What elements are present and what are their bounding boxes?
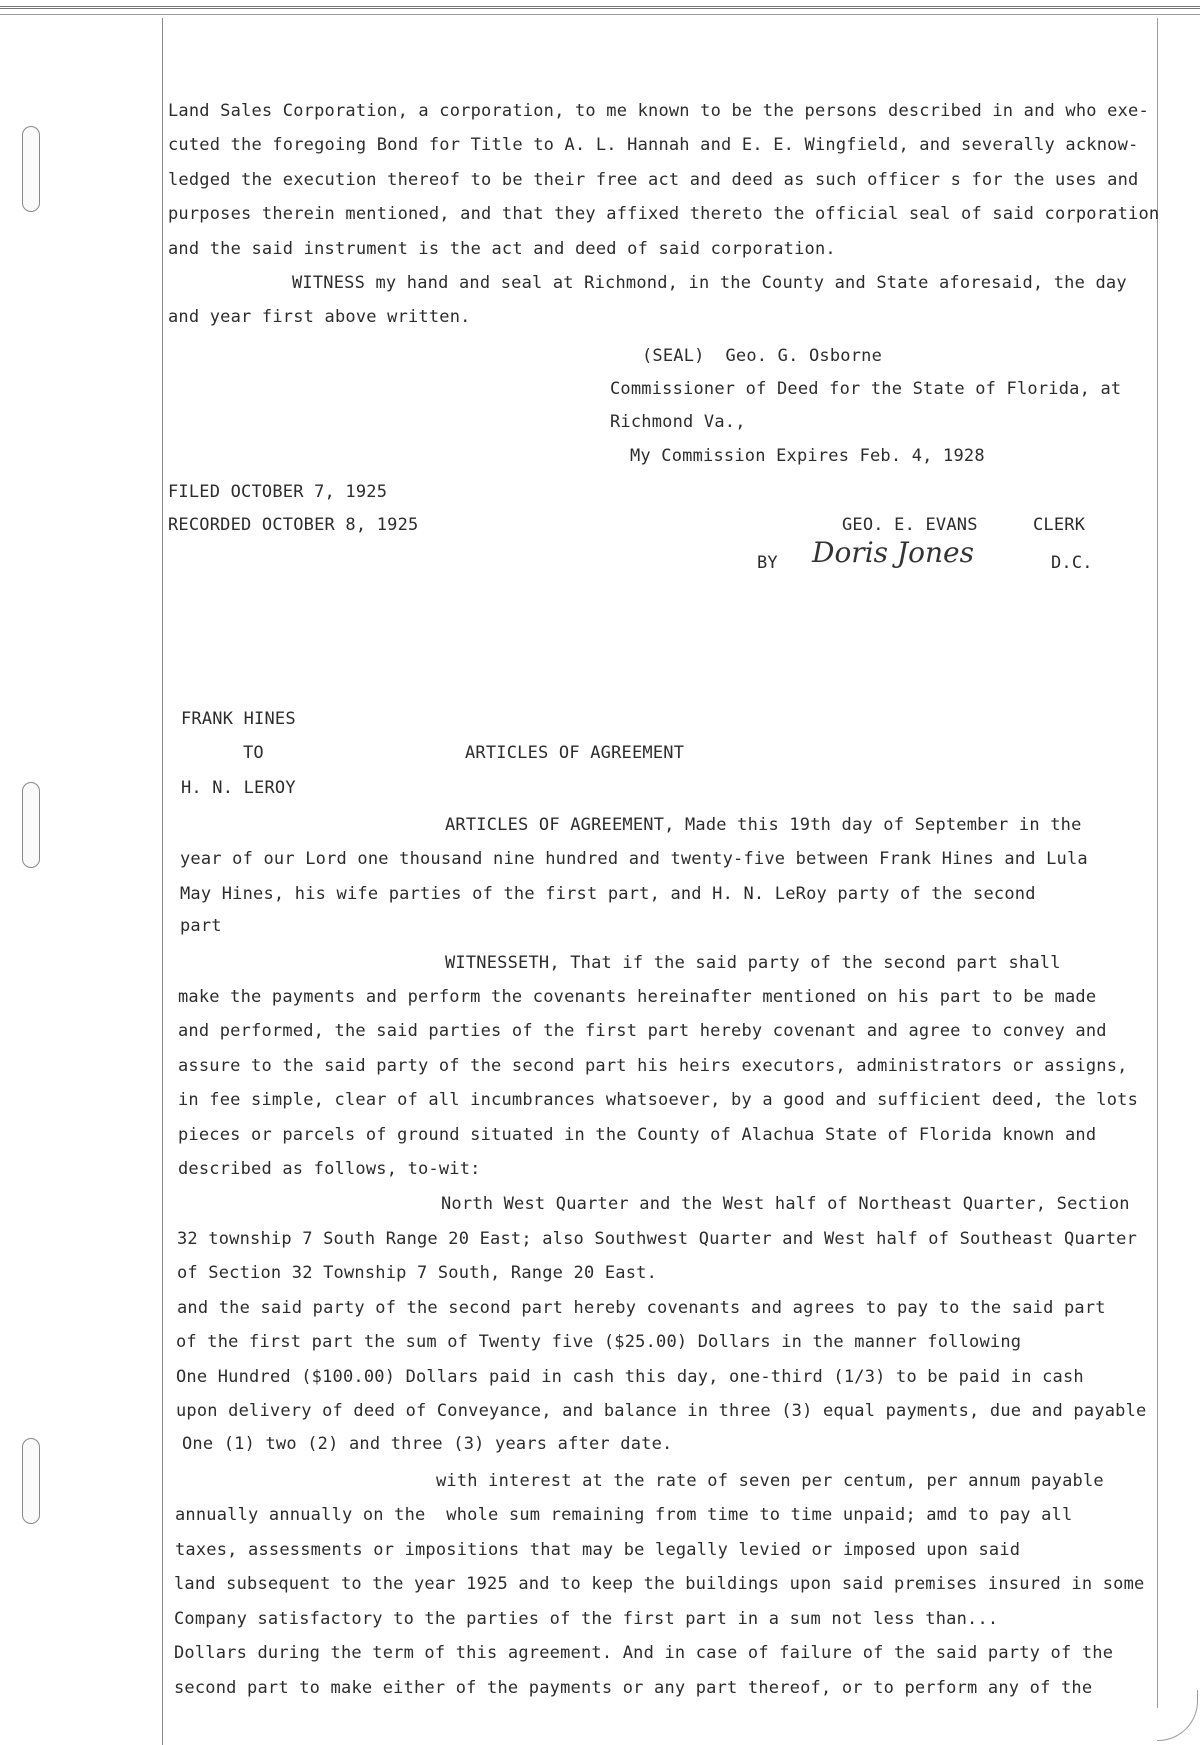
text-line: and the said party of the second part hereby covenants and agrees to pay to the said part <box>177 1298 1106 1318</box>
text-line: ledged the execution thereof to be their free act and deed as such officer s for the uses and <box>168 170 1139 190</box>
property-description: 32 township 7 South Range 20 East; also Southwest Quarter and West half of Southeast Quarter <box>177 1229 1138 1249</box>
document-heading: ARTICLES OF AGREEMENT <box>465 743 685 763</box>
text-line: upon delivery of deed of Conveyance, and balance in three (3) equal payments, due and payable <box>176 1401 1147 1421</box>
top-border-rule <box>0 6 1200 9</box>
text-line: and performed, the said parties of the first part hereby covenant and agree to convey and <box>178 1021 1107 1041</box>
party-second-name: H. N. LEROY <box>181 778 296 798</box>
filed-date: FILED OCTOBER 7, 1925 <box>168 482 388 502</box>
text-line: in fee simple, clear of all incumbrances whatsoever, by a good and sufficient deed, the lots <box>178 1090 1139 1110</box>
text-line: described as follows, to-wit: <box>178 1159 481 1179</box>
text-line: Land Sales Corporation, a corporation, to me known to be the persons described in and who exe- <box>168 101 1149 121</box>
binder-hole-icon <box>22 1438 40 1524</box>
commissioner-title: Commissioner of Deed for the State of Florida, at <box>610 379 1122 399</box>
text-line: cuted the foregoing Bond for Title to A. L. Hannah and E. E. Wingfield, and severally acknow- <box>168 135 1139 155</box>
to-label: TO <box>243 743 264 763</box>
text-line: and the said instrument is the act and deed of said corporation. <box>168 239 836 259</box>
text-line: May Hines, his wife parties of the first part, and H. N. LeRoy party of the second <box>180 884 1036 904</box>
by-label: BY <box>757 553 778 573</box>
page-corner-curve <box>1157 1690 1198 1741</box>
clerk-title: CLERK <box>1033 515 1086 535</box>
text-line: make the payments and perform the covenants hereinafter mentioned on his part to be made <box>178 987 1097 1007</box>
text-line: One (1) two (2) and three (3) years after date. <box>182 1434 673 1454</box>
handwritten-signature: Doris Jones <box>812 536 974 569</box>
party-first-name: FRANK HINES <box>181 709 296 729</box>
recorded-date: RECORDED OCTOBER 8, 1925 <box>168 515 419 535</box>
text-line: One Hundred ($100.00) Dollars paid in cash this day, one-third (1/3) to be paid in cash <box>176 1367 1084 1387</box>
text-line: of the first part the sum of Twenty five ($25.00) Dollars in the manner following <box>176 1332 1022 1352</box>
seal-signature: (SEAL) Geo. G. Osborne <box>642 346 883 366</box>
text-line: WITNESSETH, That if the said party of the second part shall <box>445 953 1061 973</box>
text-line: and year first above written. <box>168 307 471 327</box>
commissioner-location: Richmond Va., <box>610 412 746 432</box>
text-line: part <box>180 916 222 936</box>
text-line: purposes therein mentioned, and that they affixed thereto the official seal of said corporation <box>168 204 1160 224</box>
right-margin-line <box>1157 18 1158 1708</box>
property-description: of Section 32 Township 7 South, Range 20 East. <box>177 1263 658 1283</box>
commission-expiry: My Commission Expires Feb. 4, 1928 <box>630 446 985 466</box>
text-line: with interest at the rate of seven per centum, per annum payable <box>436 1471 1104 1491</box>
deputy-clerk-label: D.C. <box>1051 553 1093 573</box>
binder-hole-icon <box>22 126 40 212</box>
text-line: ARTICLES OF AGREEMENT, Made this 19th day of September in the <box>445 815 1082 835</box>
text-line: second part to make either of the payments or any part thereof, or to perform any of the <box>174 1678 1093 1698</box>
text-line: Company satisfactory to the parties of the first part in a sum not less than... <box>174 1609 999 1629</box>
text-line: pieces or parcels of ground situated in the County of Alachua State of Florida known and <box>178 1125 1097 1145</box>
text-line: taxes, assessments or impositions that may be legally levied or imposed upon said <box>175 1540 1021 1560</box>
binder-hole-icon <box>22 782 40 868</box>
text-line: Dollars during the term of this agreement. And in case of failure of the said party of the <box>174 1643 1114 1663</box>
text-line: assure to the said party of the second part his heirs executors, administrators or assigns, <box>178 1056 1128 1076</box>
text-line: year of our Lord one thousand nine hundred and twenty-five between Frank Hines and Lula <box>180 849 1088 869</box>
left-margin-line <box>162 18 163 1745</box>
property-description: North West Quarter and the West half of Northeast Quarter, Section <box>441 1194 1130 1214</box>
text-line: annually annually on the whole sum remaining from time to time unpaid; amd to pay all <box>175 1505 1073 1525</box>
top-border-rule-inner <box>0 14 1200 15</box>
text-line: land subsequent to the year 1925 and to keep the buildings upon said premises insured in some <box>174 1574 1145 1594</box>
clerk-name: GEO. E. EVANS <box>842 515 978 535</box>
witness-line: WITNESS my hand and seal at Richmond, in the County and State aforesaid, the day <box>292 273 1127 293</box>
